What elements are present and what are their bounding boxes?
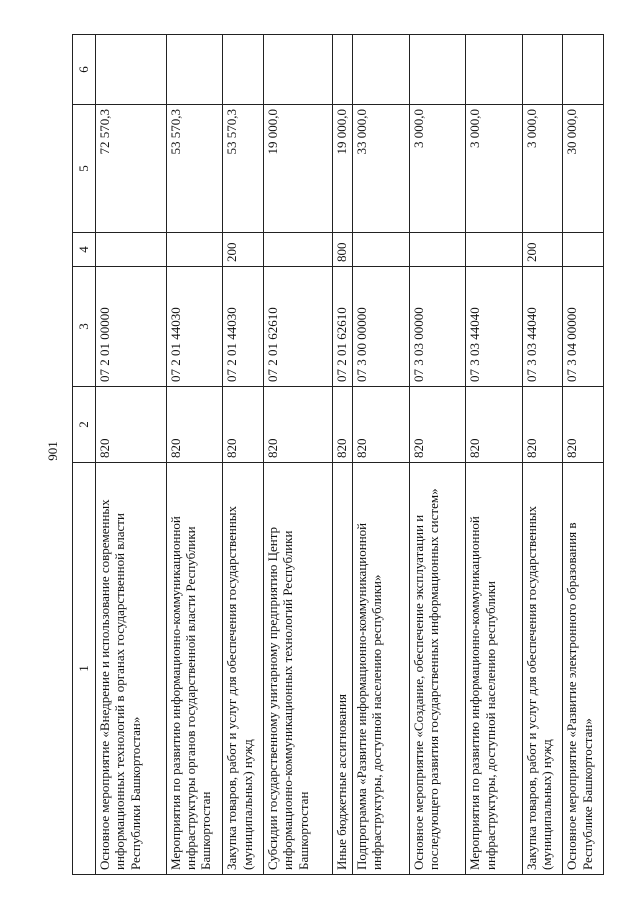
table-row bbox=[223, 35, 263, 875]
budget-table bbox=[72, 34, 604, 875]
row-kvsr: 820 bbox=[409, 387, 466, 463]
table-row bbox=[409, 35, 466, 875]
row-csr: 07 3 03 00000 bbox=[409, 267, 466, 387]
row-csr: 07 2 01 62610 bbox=[332, 267, 352, 387]
row-sum: 3 000,0 bbox=[466, 105, 523, 233]
row-kvsr: 820 bbox=[353, 387, 410, 463]
row-col6 bbox=[332, 35, 352, 105]
row-kvsr: 820 bbox=[522, 387, 562, 463]
row-kvsr: 820 bbox=[332, 387, 352, 463]
table-row bbox=[522, 35, 562, 875]
rotated-table-container bbox=[72, 35, 604, 875]
row-vr bbox=[166, 233, 223, 267]
row-sum: 3 000,0 bbox=[522, 105, 562, 233]
row-vr bbox=[263, 233, 332, 267]
column-header-1: 1 bbox=[73, 463, 96, 875]
row-sum: 72 570,3 bbox=[96, 105, 167, 233]
row-vr: 800 bbox=[332, 233, 352, 267]
column-header-2: 2 bbox=[73, 387, 96, 463]
row-csr: 07 3 04 00000 bbox=[563, 267, 604, 387]
row-csr: 07 2 01 62610 bbox=[263, 267, 332, 387]
row-kvsr: 820 bbox=[223, 387, 263, 463]
row-sum: 53 570,3 bbox=[166, 105, 223, 233]
row-sum: 3 000,0 bbox=[409, 105, 466, 233]
table-row bbox=[353, 35, 410, 875]
row-col6 bbox=[353, 35, 410, 105]
row-col6 bbox=[166, 35, 223, 105]
row-csr: 07 3 03 44040 bbox=[466, 267, 523, 387]
row-vr bbox=[563, 233, 604, 267]
row-col6 bbox=[263, 35, 332, 105]
row-name: Закупка товаров, работ и услуг для обеспечения государственных (муниципальных) нужд bbox=[522, 463, 562, 875]
row-csr: 07 2 01 00000 bbox=[96, 267, 167, 387]
row-csr: 07 3 00 00000 bbox=[353, 267, 410, 387]
row-name: Основное мероприятие «Создание, обеспечение эксплуатации и последующего развития государственных информационных систем» bbox=[409, 463, 466, 875]
row-name: Основное мероприятие «Развитие электронного образования в Республике Башкортостан» bbox=[563, 463, 604, 875]
row-kvsr: 820 bbox=[563, 387, 604, 463]
row-vr: 200 bbox=[522, 233, 562, 267]
row-name: Иные бюджетные ассигнования bbox=[332, 463, 352, 875]
row-col6 bbox=[96, 35, 167, 105]
row-vr bbox=[96, 233, 167, 267]
row-kvsr: 820 bbox=[166, 387, 223, 463]
row-csr: 07 3 03 44040 bbox=[522, 267, 562, 387]
row-name: Мероприятия по развитию информационно-коммуникационной инфраструктуры, доступной населению республики bbox=[466, 463, 523, 875]
page-number: 901 bbox=[45, 441, 60, 461]
row-sum: 53 570,3 bbox=[223, 105, 263, 233]
row-name: Основное мероприятие «Внедрение и использование современных информационных технологий в органах государственной власти Республики Башкортостан» bbox=[96, 463, 167, 875]
row-kvsr: 820 bbox=[263, 387, 332, 463]
row-col6 bbox=[409, 35, 466, 105]
row-sum: 19 000,0 bbox=[263, 105, 332, 233]
row-name: Закупка товаров, работ и услуг для обеспечения государственных (муниципальных) нужд bbox=[223, 463, 263, 875]
table-row bbox=[466, 35, 523, 875]
table-row bbox=[332, 35, 352, 875]
row-col6 bbox=[522, 35, 562, 105]
row-csr: 07 2 01 44030 bbox=[166, 267, 223, 387]
row-vr bbox=[353, 233, 410, 267]
row-col6 bbox=[563, 35, 604, 105]
row-col6 bbox=[466, 35, 523, 105]
table-row bbox=[563, 35, 604, 875]
column-header-3: 3 bbox=[73, 267, 96, 387]
row-col6 bbox=[223, 35, 263, 105]
column-header-6: 6 bbox=[73, 35, 96, 105]
row-name: Подпрограмма «Развитие информационно-коммуникационной инфраструктуры, доступной населению республики» bbox=[353, 463, 410, 875]
header-row bbox=[73, 35, 96, 875]
row-vr bbox=[409, 233, 466, 267]
row-kvsr: 820 bbox=[96, 387, 167, 463]
table-row bbox=[263, 35, 332, 875]
row-sum: 33 000,0 bbox=[353, 105, 410, 233]
column-header-4: 4 bbox=[73, 233, 96, 267]
row-kvsr: 820 bbox=[466, 387, 523, 463]
row-name: Мероприятия по развитию информационно-коммуникационной инфраструктуры органов государственной власти Республики Башкортостан bbox=[166, 463, 223, 875]
column-header-5: 5 bbox=[73, 105, 96, 233]
row-vr: 200 bbox=[223, 233, 263, 267]
row-name: Субсидии государственному унитарному предприятию Центр информационно-коммуникационных технологий Республики Башкортостан bbox=[263, 463, 332, 875]
table-row bbox=[96, 35, 167, 875]
row-vr bbox=[466, 233, 523, 267]
table-row bbox=[166, 35, 223, 875]
row-sum: 19 000,0 bbox=[332, 105, 352, 233]
row-sum: 30 000,0 bbox=[563, 105, 604, 233]
row-csr: 07 2 01 44030 bbox=[223, 267, 263, 387]
